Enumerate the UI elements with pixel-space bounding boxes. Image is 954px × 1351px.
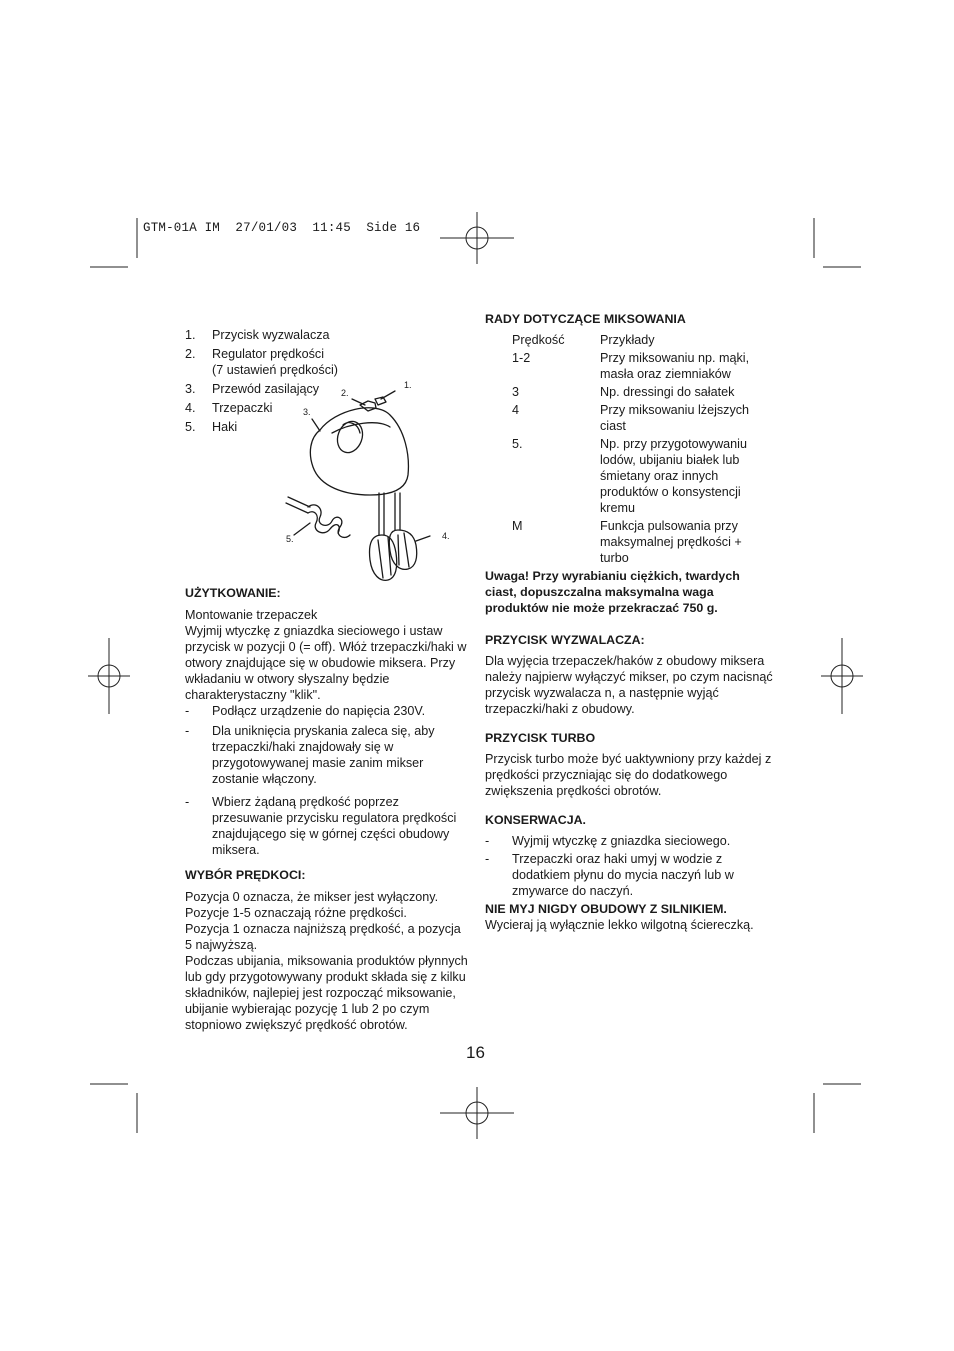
usage-subheading: Montowanie trzepaczek [185,608,318,622]
usage-heading: UŻYTKOWANIE: [185,586,281,600]
speed-table-row: 5. Np. przy przygotowywaniu lodów, ubijaniu białek lub śmietany oraz innych produktów o konsystencji kremu [512,437,747,515]
weight-warning: Uwaga! Przy wyrabianiu ciężkich, twardych ciast, dopuszczalna maksymalna waga produktów nie może przekraczać 750 g. [485,569,740,615]
usage-bullet: - Dla uniknięcia pryskania zaleca się, aby trzepaczki/haki znajdowały się w przygotowywanej masie zanim mikser zostanie włączony. [185,724,435,786]
mixing-tips-heading: RADY DOTYCZĄCE MIKSOWANIA [485,312,686,326]
parts-list-item: 3. Przewód zasilający [185,382,320,396]
diagram-label-5: 5. [286,534,294,544]
speed-table-row: M Funkcja pulsowania przy maksymalnej prędkości + turbo [512,519,742,565]
registration-target-top [440,212,514,264]
registration-target-right [821,638,863,714]
hand-mixer-illustration [280,375,460,590]
speed-choice-heading: WYBÓR PRĘDKOCI: [185,868,306,882]
turbo-heading: PRZYCISK TURBO [485,731,596,745]
speed-choice-section [185,867,470,1033]
usage-paragraph: Wyjmij wtyczkę z gniazdka sieciowego i ustaw przycisk w pozycji 0 (= off). Włóż trzepaczki/haki w otwory znajdujące się w obudowie miksera. Przy wkładaniu w otwory słyszalny będzie charakterystaczny "klik". [185,624,467,702]
housing-warning: NIE MYJ NIGDY OBUDOWY Z SILNIKIEM. [485,902,727,916]
turbo-section [485,730,775,799]
parts-list-item: 2. Regulator prędkości [185,347,325,361]
parts-list-item-sub: (7 ustawień prędkości) [212,363,338,377]
speed-choice-p1: Pozycja 0 oznacza, że mikser jest wyłączony. [185,890,439,904]
parts-list-item: 1. Przycisk wyzwalacza [185,328,330,342]
speed-table-row: 3 Np. dressingi do sałatek [512,385,735,399]
maintenance-bullet: - Trzepaczki oraz haki umyj w wodzie z dodatkiem płynu do mycia naczyń lub w zmywarce do naczyń. [485,852,734,898]
release-button-heading: PRZYCISK WYZWALACZA: [485,633,645,647]
turbo-paragraph: Przycisk turbo może być uaktywniony przy każdej z prędkości przyczniając się do dodatkowego zwiększenia prędkości obrotów. [485,752,772,798]
maintenance-final: Wycieraj ją wyłącznie lekko wilgotną ściereczką. [485,918,754,932]
diagram-label-2: 2. [341,388,349,398]
release-button-paragraph: Dla wyjęcia trzepaczek/haków z obudowy miksera należy najpierw wyłączyć mikser, po czym nacisnąć przycisk wyzwalacza n, a następnie wyjąć trzepaczki/haki z obudowy. [485,654,773,716]
mixing-tips-section [485,311,775,616]
diagram-label-3: 3. [303,407,311,417]
speed-table-row: 4 Przy miksowaniu lżejszych ciast [512,403,750,433]
usage-section [185,585,470,858]
speed-choice-p3: Pozycja 1 oznacza najniższą prędkość, a pozycja 5 najwyższą. [185,922,461,952]
page-number: 16 [466,1043,485,1062]
usage-bullet: - Podłącz urządzenie do napięcia 230V. [185,704,426,718]
maintenance-heading: KONSERWACJA. [485,813,586,827]
diagram-label-4: 4. [442,531,450,541]
release-button-section [485,632,775,717]
registration-target-left [88,638,130,714]
usage-bullet: - Wbierz żądaną prędkość poprzez przesuwanie przycisku regulatora prędkości znajdującego się w górnej części obudowy miksera. [185,795,457,857]
print-slug: GTM-01A IM 27/01/03 11:45 Side 16 [143,221,421,235]
speed-choice-p2: Pozycje 1-5 oznaczają różne prędkości. [185,906,407,920]
registration-target-bottom [440,1087,514,1139]
speed-table-row: 1-2 Przy miksowaniu np. mąki, masła oraz ziemniaków [512,351,750,381]
speed-table-header: Prędkość Przykłady [512,333,655,347]
parts-list-item: 5. Haki [185,420,238,434]
parts-list-item: 4. Trzepaczki [185,401,273,415]
maintenance-bullet: - Wyjmij wtyczkę z gniazdka sieciowego. [485,834,731,848]
diagram-label-1: 1. [404,380,412,390]
maintenance-section [485,812,775,933]
speed-choice-p4: Podczas ubijania, miksowania produktów płynnych lub gdy przygotowywany produkt składa się z kilku składników, najlepiej jest rozpocząć miksowanie, ubijanie wybierając pozycję 1 lub 2 po czym stopniowo zwiększyć prędkość obrotów. [185,954,468,1032]
